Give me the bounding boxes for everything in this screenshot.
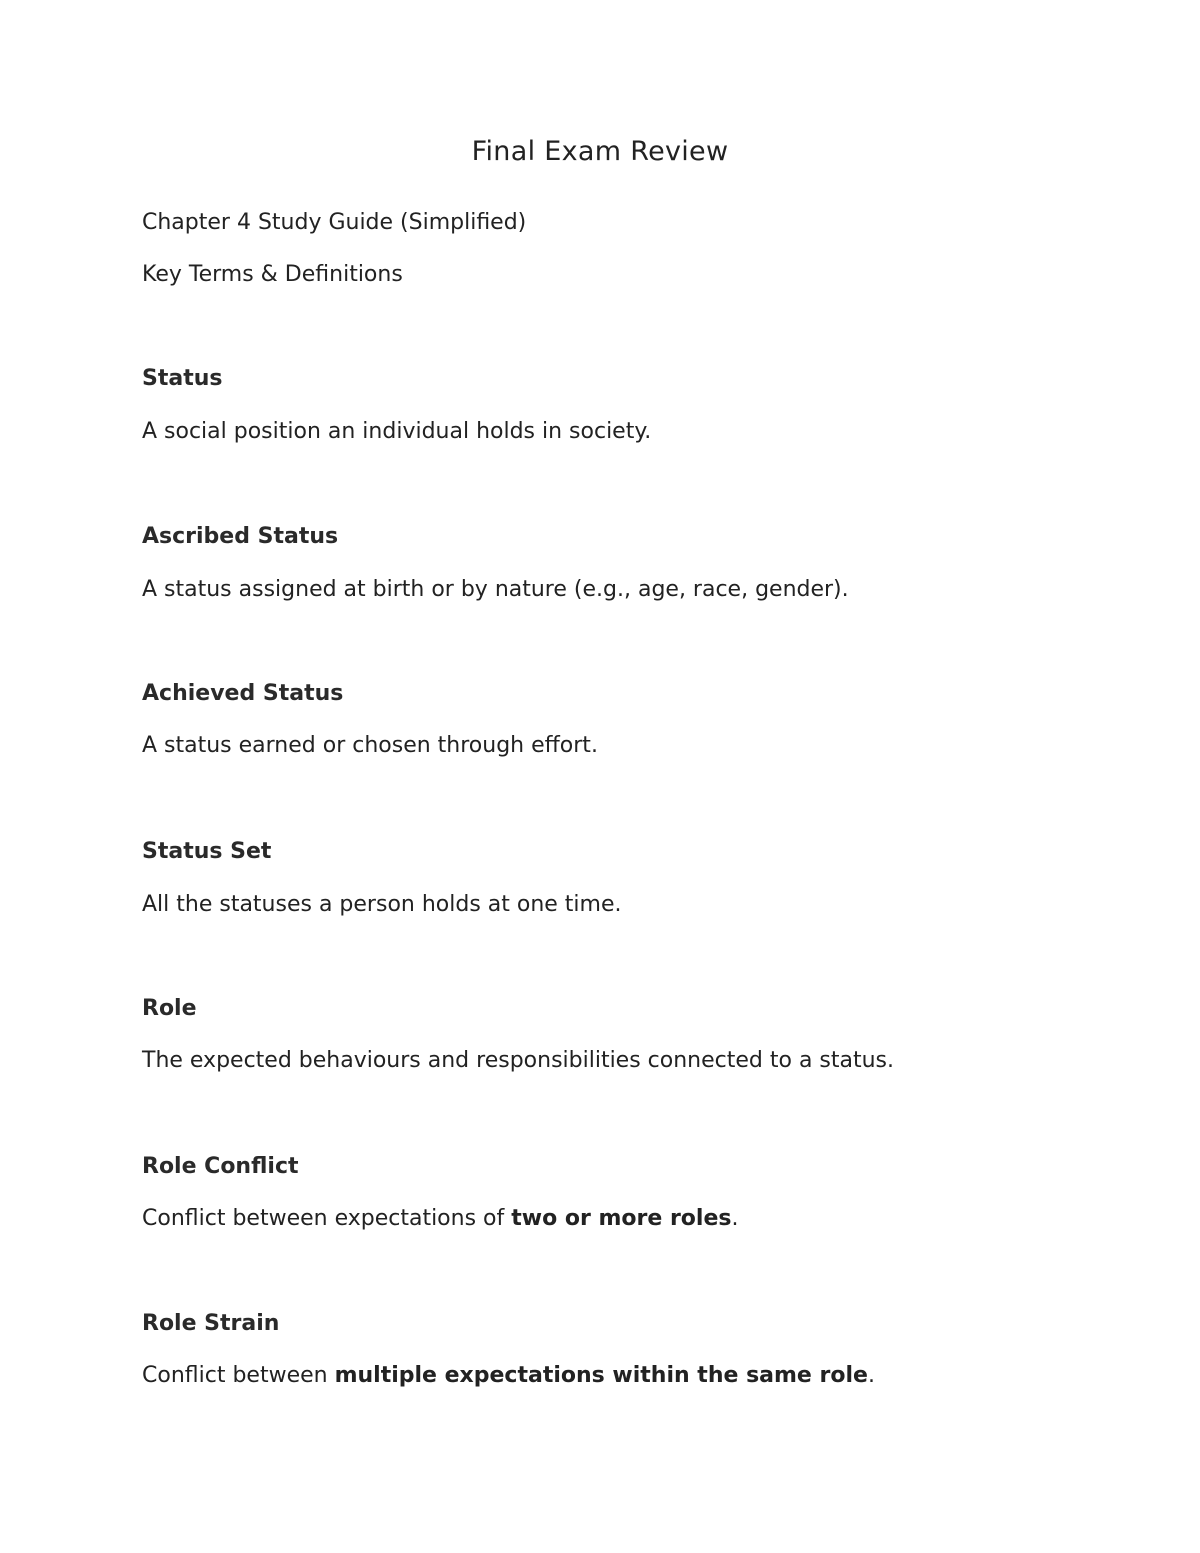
definition-ascribed-status: A status assigned at birth or by nature (e.g., age, race, gender). — [142, 577, 849, 602]
term-role: Role — [142, 996, 197, 1021]
term-role-strain: Role Strain — [142, 1311, 280, 1336]
term-status: Status — [142, 366, 223, 391]
term-achieved-status: Achieved Status — [142, 681, 344, 706]
term-role-conflict: Role Conflict — [142, 1154, 299, 1179]
definition-role-conflict-part-1: Conflict between expectations of — [142, 1206, 512, 1231]
term-status-set: Status Set — [142, 839, 272, 864]
definition-role-strain-emphasis: multiple expectations within the same role — [334, 1363, 868, 1388]
definition-role-strain-part-3: . — [867, 1363, 875, 1388]
subtitle: Chapter 4 Study Guide (Simplified) — [142, 210, 527, 235]
definition-role-conflict — [142, 1206, 738, 1231]
definition-role-conflict-emphasis: two or more roles — [511, 1206, 732, 1231]
definition-status-set: All the statuses a person holds at one time. — [142, 892, 622, 917]
term-ascribed-status: Ascribed Status — [142, 524, 339, 549]
definition-achieved-status: A status earned or chosen through effort. — [142, 733, 598, 758]
definition-role-strain — [142, 1363, 875, 1388]
definition-role-conflict-part-3: . — [731, 1206, 739, 1231]
definition-role: The expected behaviours and responsibilities connected to a status. — [142, 1048, 895, 1073]
page-title: Final Exam Review — [471, 136, 729, 167]
section-heading: Key Terms & Definitions — [142, 262, 403, 287]
definition-role-strain-part-1: Conflict between — [142, 1363, 335, 1388]
definition-status: A social position an individual holds in society. — [142, 419, 652, 444]
